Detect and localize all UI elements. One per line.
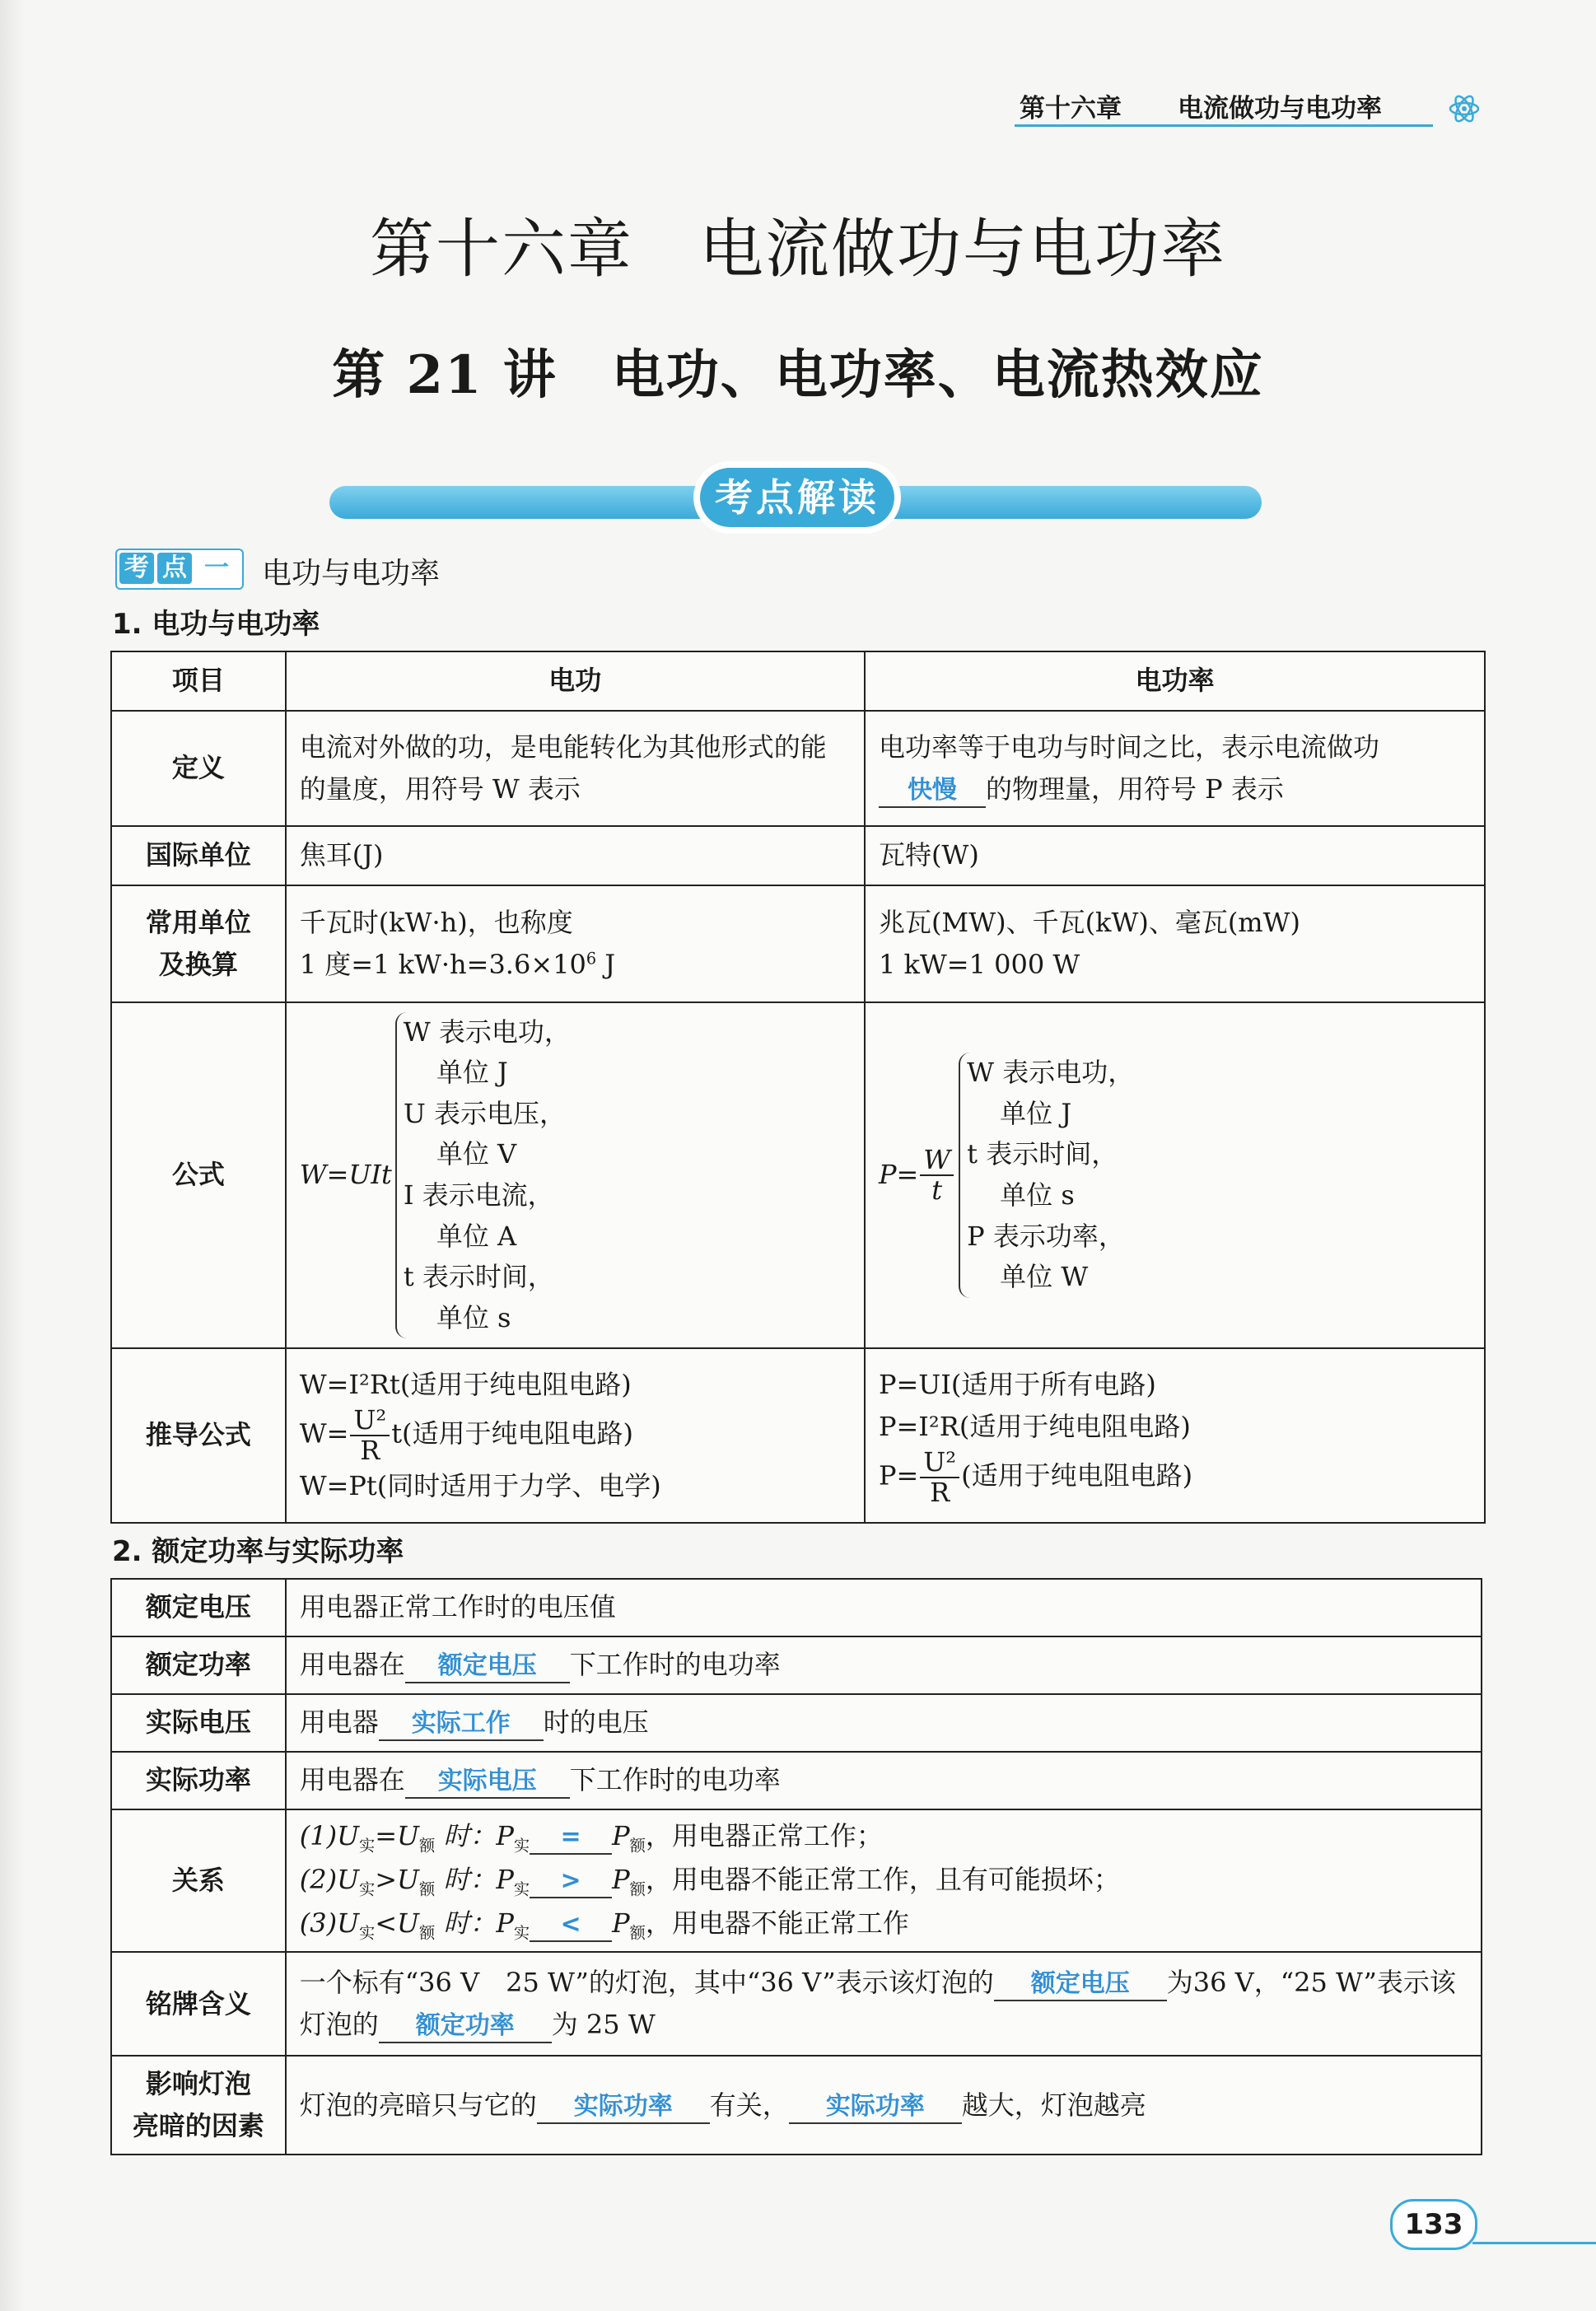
brace-item: I 表示电流， xyxy=(403,1179,554,1211)
lesson-title: 第 21 讲 电功、电功率、电流热效应 xyxy=(332,344,1264,406)
text-segment: 时：P xyxy=(435,1864,514,1896)
subscript: 额 xyxy=(419,1836,436,1856)
conversion-exponent: 6 xyxy=(586,949,597,969)
derived-power-line2: P=I²R(适用于纯电阻电路) xyxy=(878,1410,1191,1442)
subscript: 实 xyxy=(359,1879,376,1899)
col-header-work: 电功 xyxy=(286,651,865,711)
definition-power-text: 电功率等于电功与时间之比，表示电流做功 xyxy=(878,731,1379,763)
definition-work: 电流对外做的功，是电能转化为其他形式的能的量度，用符号 W 表示 xyxy=(286,711,865,826)
text-segment: (2)U xyxy=(299,1864,360,1896)
formula-power-fraction xyxy=(920,1143,954,1206)
text-segment: 时：P xyxy=(435,1820,514,1851)
text-segment: ，用电器不能正常工作 xyxy=(645,1907,909,1940)
common-unit-work-line1: 千瓦时(kW·h)，也称度 xyxy=(299,906,573,938)
text-segment: ，用电器正常工作； xyxy=(645,1820,883,1851)
fraction-numerator: U² xyxy=(920,1448,959,1478)
formula-work-brace-list xyxy=(395,1012,571,1339)
row-label-rated-power: 额定功率 xyxy=(111,1636,286,1694)
brace-item: P 表示功率， xyxy=(967,1220,1125,1252)
relation-cell xyxy=(286,1809,1482,1952)
running-header-rule xyxy=(1015,124,1433,127)
fill-blank-answer: 实际功率 xyxy=(789,2090,962,2124)
definition-power xyxy=(865,711,1485,826)
row-label-brightness xyxy=(111,2056,286,2155)
row-label-line: 及换算 xyxy=(158,949,238,980)
fill-blank-answer: 额定电压 xyxy=(994,1968,1167,2001)
text-segment: 为 25 W xyxy=(551,2009,656,2041)
text-segment: P xyxy=(612,1907,630,1940)
rated-power-text xyxy=(286,1636,1482,1694)
text-segment: 为36 V，“25 W”表示该灯泡的 xyxy=(299,1967,1456,2041)
table-row xyxy=(111,1809,1482,1952)
fill-blank-answer: 快慢 xyxy=(879,774,986,808)
kaodian-tag-kao: 考 xyxy=(119,553,154,584)
section1-heading: 1. 电功与电功率 xyxy=(112,608,320,641)
brace-item: 单位 W xyxy=(1000,1261,1089,1293)
subscript: 额 xyxy=(419,1923,436,1943)
formula-lhs: P= xyxy=(878,1459,919,1492)
si-unit-work: 焦耳(J) xyxy=(286,826,865,885)
table-row xyxy=(111,1636,1482,1694)
fill-blank-answer: 额定功率 xyxy=(379,2010,552,2043)
subscript: 实 xyxy=(513,1879,530,1899)
text-segment: P xyxy=(612,1864,630,1896)
row-label-common-unit xyxy=(111,885,286,1002)
table-row xyxy=(111,1579,1482,1636)
table-row xyxy=(111,711,1485,826)
text-segment: 灯泡的亮暗只与它的 xyxy=(299,2089,537,2121)
relation-line xyxy=(300,1815,1468,1859)
brace-item: t 表示时间， xyxy=(403,1261,554,1293)
text-segment: ，用电器不能正常工作，且有可能损坏； xyxy=(645,1864,1120,1896)
rated-actual-table xyxy=(110,1578,1482,2155)
section2-heading: 2. 额定功率与实际功率 xyxy=(112,1535,404,1568)
brace-item: 单位 A xyxy=(436,1220,517,1252)
common-unit-power-line2: 1 kW=1 000 W xyxy=(878,949,1080,980)
fraction xyxy=(920,1448,959,1507)
section-banner-text: 考点解读 xyxy=(700,468,894,527)
table-row xyxy=(111,885,1485,1002)
common-unit-work-line2 xyxy=(300,944,851,986)
formula-lhs: W= xyxy=(299,1417,349,1450)
brace-item: 单位 J xyxy=(1000,1097,1072,1129)
running-header-chapter: 第十六章 xyxy=(1020,94,1122,124)
text-segment: 时：P xyxy=(435,1907,514,1940)
formula-work-block xyxy=(300,1012,851,1339)
table-row xyxy=(111,2056,1482,2155)
table-row xyxy=(111,826,1485,885)
running-header-title: 电流做功与电功率 xyxy=(1178,94,1382,124)
section-banner-badge xyxy=(693,461,901,534)
actual-power-text xyxy=(286,1752,1482,1809)
fraction xyxy=(350,1403,390,1466)
row-label-formula: 公式 xyxy=(111,1002,286,1348)
formula-work-expression: W=UIt xyxy=(299,1159,392,1191)
formula-power-brace-list xyxy=(959,1053,1134,1298)
subscript: 额 xyxy=(629,1879,646,1899)
text-segment: 越大，灯泡越亮 xyxy=(961,2089,1146,2121)
text-segment: 一个标有“36 V 25 W”的灯泡，其中“36 V”表示该灯泡的 xyxy=(299,1967,994,1999)
col-header-item: 项目 xyxy=(111,651,286,711)
common-unit-power-line1: 兆瓦(MW)、千瓦(kW)、毫瓦(mW) xyxy=(878,906,1301,938)
text-segment: <U xyxy=(375,1907,419,1940)
fraction-denominator: R xyxy=(360,1435,380,1466)
row-label-line: 影响灯泡 xyxy=(145,2068,251,2100)
text-segment: 用电器在 xyxy=(299,1649,405,1681)
row-label-line: 常用单位 xyxy=(145,906,251,938)
fraction-denominator: t xyxy=(931,1174,943,1206)
fill-blank-answer: 实际电压 xyxy=(405,1765,570,1799)
page-number-rule xyxy=(1472,2242,1596,2244)
table-row xyxy=(111,1694,1482,1752)
fill-blank-answer: > xyxy=(530,1865,612,1898)
fill-blank-answer: < xyxy=(530,1908,612,1942)
work-power-table xyxy=(110,651,1486,1524)
brace-item: U 表示电压， xyxy=(403,1097,567,1129)
row-label-definition: 定义 xyxy=(111,711,286,826)
row-label-relation: 关系 xyxy=(111,1809,286,1952)
subscript: 额 xyxy=(629,1923,646,1943)
subscript: 实 xyxy=(513,1923,530,1943)
atom-icon xyxy=(1448,92,1481,125)
row-label-derived: 推导公式 xyxy=(111,1348,286,1523)
common-unit-power xyxy=(865,885,1485,1002)
conversion-text: 1 度=1 kW·h=3.6×10 xyxy=(299,949,586,980)
formula-power-lhs: P= xyxy=(878,1159,919,1191)
fill-blank-answer: 额定电压 xyxy=(405,1650,570,1683)
text-segment: 用电器 xyxy=(299,1706,379,1739)
si-unit-power: 瓦特(W) xyxy=(865,826,1485,885)
brace-item: 单位 s xyxy=(1000,1179,1075,1211)
row-label-rated-voltage: 额定电压 xyxy=(111,1579,286,1636)
brace-item: t 表示时间， xyxy=(967,1138,1118,1170)
derived-power-line1: P=UI(适用于所有电路) xyxy=(878,1368,1156,1400)
table-row xyxy=(111,651,1485,711)
derived-work-line2 xyxy=(299,1403,851,1466)
kaodian-number: 一 xyxy=(204,553,229,582)
formula-rest: (适用于纯电阻电路) xyxy=(961,1459,1193,1492)
text-segment: 下工作时的电功率 xyxy=(569,1764,781,1796)
formula-power-block xyxy=(879,1053,1471,1298)
subscript: 额 xyxy=(629,1836,646,1856)
brace-item: 单位 J xyxy=(436,1057,508,1089)
text-segment: 下工作时的电功率 xyxy=(569,1649,781,1681)
row-label-line: 亮暗的因素 xyxy=(132,2110,264,2142)
formula-rest: t(适用于纯电阻电路) xyxy=(391,1417,634,1450)
text-segment: 时的电压 xyxy=(543,1706,649,1739)
text-segment: >U xyxy=(375,1864,419,1896)
row-label-si-unit: 国际单位 xyxy=(111,826,286,885)
col-header-power: 电功率 xyxy=(865,651,1485,711)
relation-line xyxy=(300,1859,1468,1902)
definition-power-text-end: 的物理量，用符号 P 表示 xyxy=(985,773,1284,805)
nameplate-text xyxy=(286,1952,1482,2056)
kaodian-tag xyxy=(115,549,244,590)
subscript: 实 xyxy=(359,1836,376,1856)
brace-item: W 表示电功， xyxy=(403,1015,571,1048)
derived-work xyxy=(286,1348,865,1523)
table-row xyxy=(111,1752,1482,1809)
subscript: 实 xyxy=(513,1836,530,1856)
derived-work-line3: W=Pt(同时适用于力学、电学) xyxy=(299,1470,661,1502)
table-row xyxy=(111,1952,1482,2056)
text-segment: =U xyxy=(375,1820,419,1851)
actual-voltage-text xyxy=(286,1694,1482,1752)
conversion-unit: J xyxy=(596,949,616,980)
table-row xyxy=(111,1002,1485,1348)
derived-power xyxy=(865,1348,1485,1523)
brace-item: W 表示电功， xyxy=(967,1057,1135,1089)
brace-item: 单位 V xyxy=(436,1138,517,1170)
page-number: 133 xyxy=(1390,2199,1477,2250)
text-segment: (3)U xyxy=(299,1907,360,1940)
subscript: 额 xyxy=(419,1879,436,1899)
formula-work xyxy=(286,1002,865,1348)
formula-power xyxy=(865,1002,1485,1348)
text-segment: 有关， xyxy=(709,2089,789,2121)
chapter-title: 第十六章 电流做功与电功率 xyxy=(369,212,1226,287)
brightness-text xyxy=(286,2056,1482,2155)
text-segment: P xyxy=(612,1820,630,1851)
fill-blank-answer: = xyxy=(530,1821,612,1855)
fill-blank-answer: 实际工作 xyxy=(379,1707,544,1741)
relation-line xyxy=(300,1902,1468,1946)
derived-power-line3 xyxy=(879,1448,1471,1507)
running-header xyxy=(1015,86,1433,127)
subscript: 实 xyxy=(359,1923,376,1943)
fraction-numerator: W xyxy=(920,1146,954,1176)
row-label-actual-power: 实际功率 xyxy=(111,1752,286,1809)
text-segment: 用电器在 xyxy=(299,1764,405,1796)
derived-work-line1: W=I²Rt(适用于纯电阻电路) xyxy=(299,1368,632,1400)
table-row xyxy=(111,1348,1485,1523)
brace-item: 单位 s xyxy=(436,1301,511,1333)
row-label-actual-voltage: 实际电压 xyxy=(111,1694,286,1752)
rated-voltage-text: 用电器正常工作时的电压值 xyxy=(286,1579,1482,1636)
kaodian-tag-dian: 点 xyxy=(157,553,192,584)
common-unit-work xyxy=(286,885,865,1002)
kaodian-title: 电功与电功率 xyxy=(262,557,441,591)
row-label-nameplate: 铭牌含义 xyxy=(111,1952,286,2056)
text-segment: (1)U xyxy=(299,1820,360,1851)
fraction-numerator: U² xyxy=(350,1406,390,1436)
fill-blank-answer: 实际功率 xyxy=(537,2090,710,2124)
fraction-denominator: R xyxy=(930,1477,950,1509)
